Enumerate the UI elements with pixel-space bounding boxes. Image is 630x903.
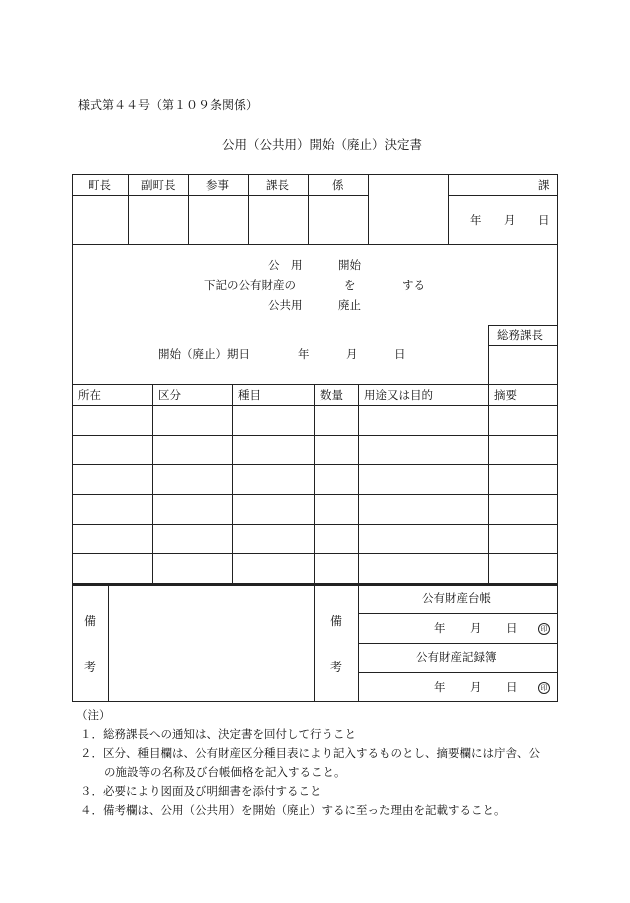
- period-label: 開始（廃止）期日: [158, 347, 250, 361]
- decision-start: 開始: [338, 258, 361, 272]
- note-item-3: ３．必要により図面及び明細書を添付すること: [80, 784, 322, 798]
- form-title: 公用（公共用）開始（廃止）決定書: [222, 137, 423, 152]
- ledger-date-year: 年: [434, 621, 446, 635]
- remarks-label-right-top: 備: [330, 614, 343, 628]
- approval-date-year: 年: [470, 213, 482, 227]
- col-quantity: 数量: [320, 388, 343, 402]
- notes-heading: （注）: [76, 708, 111, 722]
- dept-label: 課: [538, 178, 550, 192]
- col-type: 種目: [238, 388, 261, 402]
- col-purpose: 用途又は目的: [364, 388, 433, 402]
- record-date-year: 年: [434, 680, 446, 694]
- note-item-2: ２．区分、種目欄は、公有財産区分種目表により記入するものとし、摘要欄には庁舎、公: [80, 746, 540, 760]
- items-table: [72, 384, 558, 584]
- ledger-seal-icon: 印: [538, 623, 550, 635]
- decision-sentence-a: 下記の公有財産の: [204, 278, 296, 292]
- note-item-2-cont: の施設等の名称及び台帳価格を記入すること。: [104, 765, 346, 779]
- decision-public-use: 公 用: [268, 258, 303, 272]
- ledger-date-month: 月: [470, 621, 482, 635]
- decision-sentence-c: する: [402, 278, 425, 292]
- role-section-chief: 課長: [266, 178, 289, 192]
- remarks-label-left-top: 備: [84, 614, 97, 628]
- col-category: 区分: [158, 388, 181, 402]
- approval-date-month: 月: [504, 213, 516, 227]
- record-date-day: 日: [506, 680, 518, 694]
- note-item-1: １．総務課長への通知は、決定書を回付して行うこと: [80, 727, 356, 741]
- period-month: 月: [346, 347, 358, 361]
- approval-date-day: 日: [538, 213, 550, 227]
- role-mayor: 町長: [88, 178, 111, 192]
- remarks-label-left-bottom: 考: [84, 660, 97, 674]
- decision-abolish: 廃止: [338, 298, 361, 312]
- record-date-month: 月: [470, 680, 482, 694]
- ledger-date-day: 日: [506, 621, 518, 635]
- period-year: 年: [298, 347, 310, 361]
- col-location: 所在: [78, 388, 101, 402]
- ledger-label: 公有財産台帳: [422, 591, 491, 605]
- note-item-4: ４．備考欄は、公用（公共用）を開始（廃止）するに至った理由を記載すること。: [80, 803, 506, 817]
- period-day: 日: [394, 347, 406, 361]
- role-councilor: 参事: [206, 178, 229, 192]
- role-deputy-mayor: 副町長: [141, 178, 176, 192]
- role-staff: 係: [332, 178, 344, 192]
- decision-public-common-use: 公共用: [268, 298, 303, 312]
- decision-box: [72, 244, 558, 385]
- record-label: 公有財産記録簿: [416, 650, 497, 664]
- general-affairs-label: 総務課長: [497, 328, 543, 342]
- form-number: 様式第４４号（第１０９条関係）: [78, 98, 259, 112]
- decision-sentence-b: を: [344, 278, 356, 292]
- remarks-label-right-bottom: 考: [330, 660, 343, 674]
- record-seal-icon: 印: [538, 682, 550, 694]
- col-remarks: 摘要: [494, 388, 517, 402]
